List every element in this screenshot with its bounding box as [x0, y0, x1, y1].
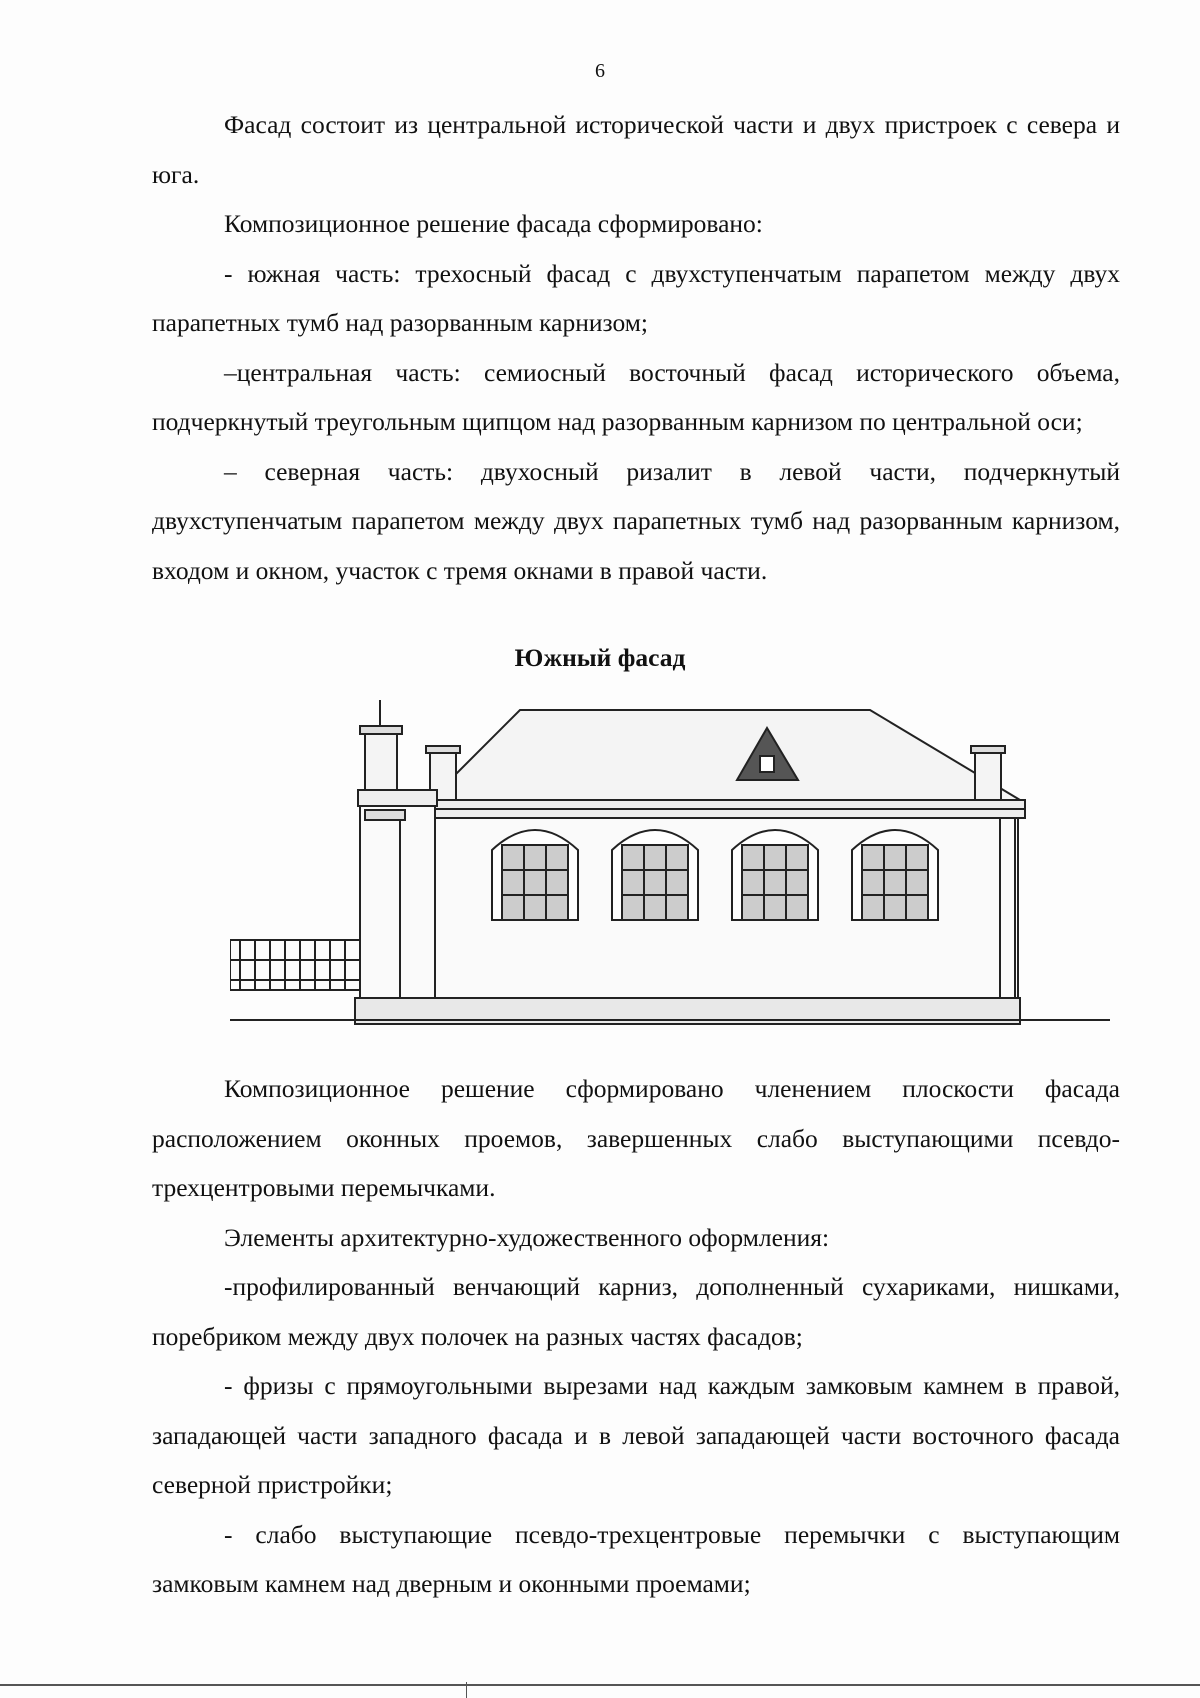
paragraph-elements-heading: Элементы архитектурно-художественного оформления: [224, 1222, 830, 1252]
paragraph-central-part: –центральная часть: семиосный восточный фасад исторического объема, подчеркнутый треугольным щипцом над разорванным карнизом по центральной оси; [152, 357, 1120, 436]
paragraph-friezes: - фризы с прямоугольными вырезами над каждым замковым камнем в правой, западающей части западного фасада и в левой западающей части восточного фасада северной пристройки; [152, 1371, 1120, 1499]
window-3 [732, 830, 818, 920]
paragraph-north-part: – северная часть: двухосный ризалит в левой части, подчеркнутый двухступенчатым парапетом между двух парапетных тумб над разорванным карнизом, входом и окном, участок с тремя окнами в правой части. [152, 456, 1120, 585]
bottom-rule [0, 1684, 1200, 1686]
window-4 [852, 830, 938, 920]
paragraph-composition-heading: Композиционное решение фасада сформировано: [224, 209, 763, 238]
paragraph-facade-intro: Фасад состоит из центральной исторической части и двух пристроек с севера и юга. [152, 110, 1120, 189]
window-2 [612, 830, 698, 920]
bottom-tick [466, 1682, 467, 1698]
south-facade-drawing [230, 690, 1110, 1050]
top-text-block [152, 100, 1120, 595]
paragraph-lintels: - слабо выступающие псевдо-трехцентровые перемычки с выступающим замковым камнем над дверным и оконными проемами; [152, 1519, 1120, 1598]
paragraph-cornice: -профилированный венчающий карниз, дополненный сухариками, нишками, поребриком между двух полочек на разных частях фасадов; [152, 1272, 1120, 1351]
stair-railing [230, 940, 360, 990]
paragraph-south-part: - южная часть: трехосный фасад с двухступенчатым парапетом между двух парапетных тумб над разорванным карнизом; [152, 258, 1120, 337]
south-annex [360, 790, 435, 998]
bottom-text-block [152, 1064, 1120, 1609]
window-1 [492, 830, 578, 920]
figure-caption: Южный фасад [514, 643, 686, 672]
right-tumb [975, 750, 1001, 800]
roof [430, 710, 1020, 800]
page-number: 6 [595, 60, 605, 82]
dormer-window [760, 756, 774, 772]
left-tumb [365, 730, 397, 790]
paragraph-composition-windows: Композиционное решение сформировано членением плоскости фасада расположением оконных проемов, завершенных слабо выступающими псевдо-трехцентровыми перемычками. [152, 1074, 1120, 1202]
